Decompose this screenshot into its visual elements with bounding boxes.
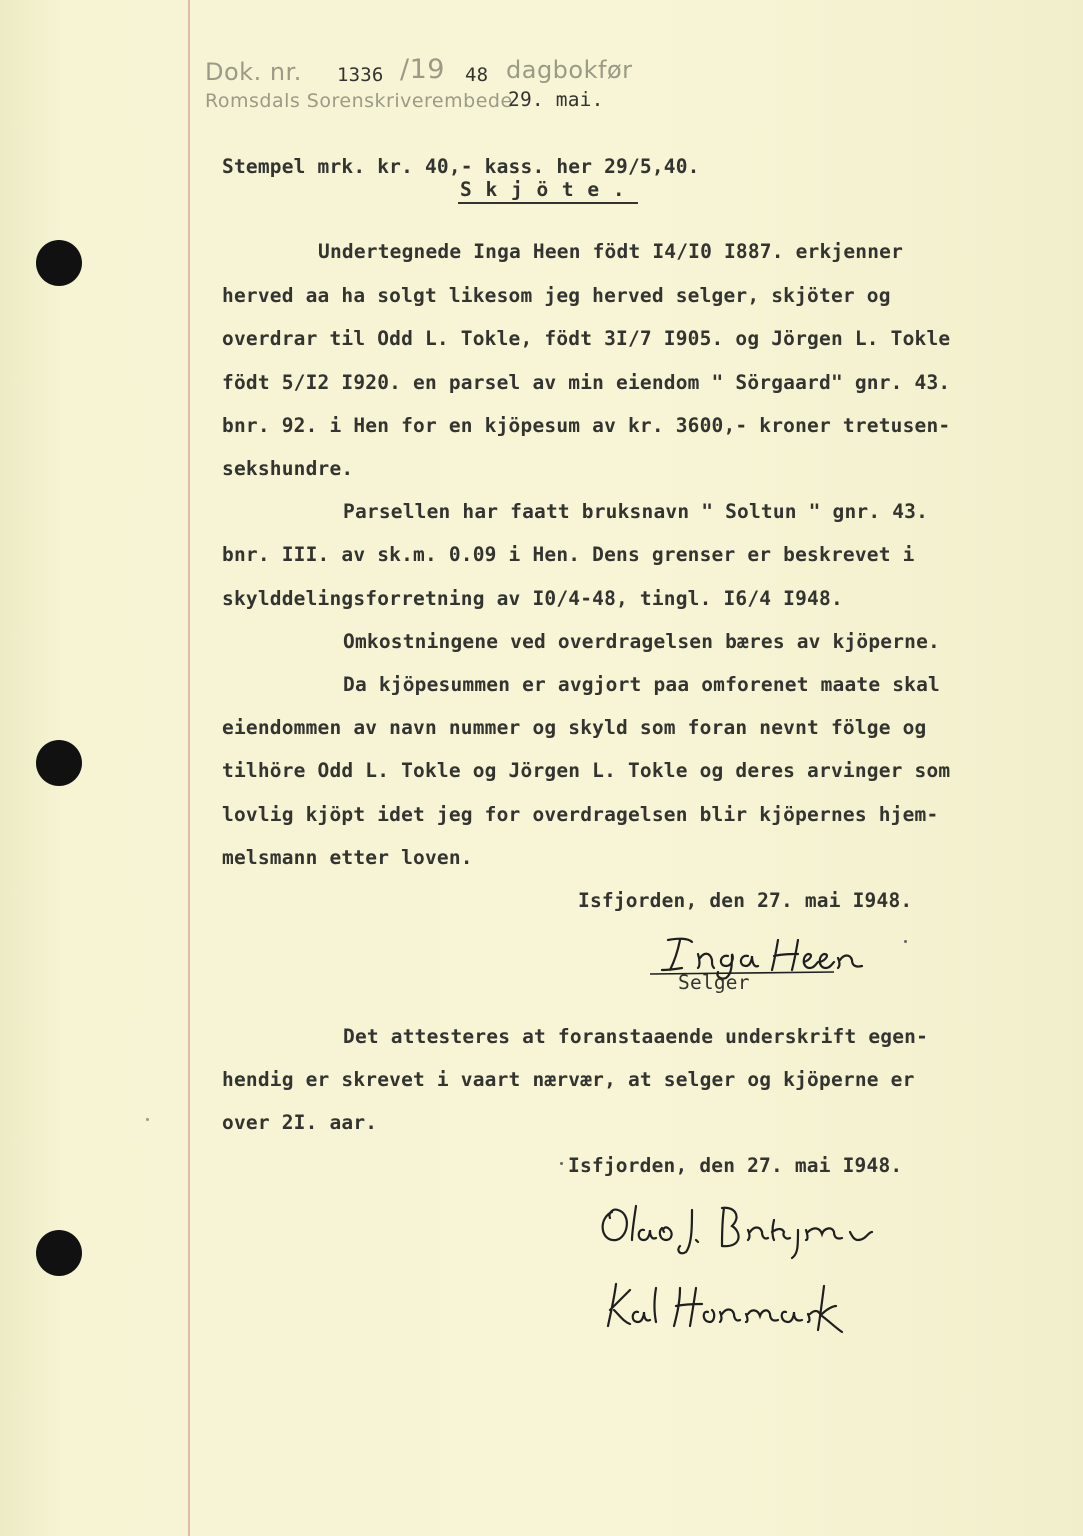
body-line-2: herved aa ha solgt likesom jeg herved selger, skjöter og [222, 284, 891, 307]
punch-hole-bottom [36, 1230, 82, 1276]
punch-hole-top [36, 240, 82, 286]
ink-dot [904, 940, 907, 943]
body-line-9: skylddelingsforretning av I0/4-48, tingl. I6/4 I948. [222, 587, 843, 610]
body-line-3: overdrar til Odd L. Tokle, födt 3I/7 I905. og Jörgen L. Tokle [222, 327, 951, 350]
body-line-13: tilhöre Odd L. Tokle og Jörgen L. Tokle og deres arvinger som [222, 759, 951, 782]
header-date: 29. mai. [508, 88, 604, 111]
attest-line-3: over 2I. aar. [222, 1111, 378, 1134]
stamp-embede: Romsdals Sorenskriverembede [205, 90, 513, 112]
attest-line-1: Det attesteres at foranstaaende underskrift egen- [343, 1025, 929, 1048]
body-line-4: födt 5/I2 I920. en parsel av min eiendom " Sörgaard" gnr. 43. [222, 371, 951, 394]
seller-role: Selger [678, 971, 750, 994]
attest-line-2: hendig er skrevet i vaart nærvær, at selger og kjöperne er [222, 1068, 915, 1091]
margin-line [188, 0, 190, 1536]
body-line-10: Omkostningene ved overdragelsen bæres av kjöperne. [343, 630, 940, 653]
body-line-7: Parsellen har faatt bruksnavn " Soltun " gnr. 43. [343, 500, 929, 523]
place-date-1: Isfjorden, den 27. mai I948. [578, 889, 913, 912]
body-line-11: Da kjöpesummen er avgjort paa omforenet maate skal [343, 673, 940, 696]
body-line-1: Undertegnede Inga Heen födt I4/I0 I887. erkjenner [318, 240, 904, 263]
title-underline [458, 202, 638, 204]
witness-signature-1 [592, 1192, 892, 1262]
body-line-6: sekshundre. [222, 457, 354, 480]
document-title: S k j ö t e . [460, 178, 626, 201]
doc-number: 1336 [337, 64, 384, 86]
body-line-15: melsmann etter loven. [222, 846, 473, 869]
body-line-14: lovlig kjöpt idet jeg for overdragelsen blir kjöpernes hjem- [222, 803, 939, 826]
place-date-2: Isfjorden, den 27. mai I948. [568, 1154, 903, 1177]
witness-signature-2 [596, 1270, 856, 1350]
stamp-year-prefix: /19 [400, 54, 445, 85]
body-line-8: bnr. III. av sk.m. 0.09 i Hen. Dens grenser er beskrevet i [222, 543, 915, 566]
ink-dot-2 [560, 1162, 563, 1165]
body-line-5: bnr. 92. i Hen for en kjöpesum av kr. 3600,- kroner tretusen- [222, 414, 951, 437]
stamp-dok-nr: Dok. nr. [205, 58, 302, 86]
ink-dot-3 [146, 1118, 149, 1121]
body-line-12: eiendommen av navn nummer og skyld som foran nevnt fölge og [222, 716, 927, 739]
stamp-dagbokfor: dagbokfør [506, 56, 633, 84]
year-suffix: 48 [465, 64, 489, 86]
stamp-note: Stempel mrk. kr. 40,- kass. her 29/5,40. [222, 155, 700, 178]
punch-hole-middle [36, 740, 82, 786]
